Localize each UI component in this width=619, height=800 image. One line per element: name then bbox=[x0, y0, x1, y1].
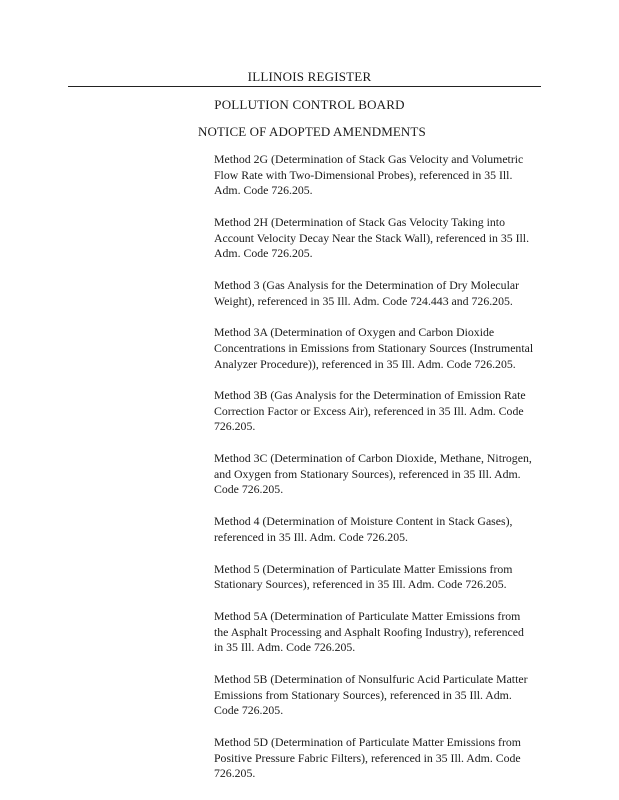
method-entry-5b: Method 5B (Determination of Nonsulfuric Acid Particulate Matter Emissions from Stationary Sources), referenced in 35 Ill. Adm. Code 726.205. bbox=[214, 671, 528, 718]
method-entry-3b: Method 3B (Gas Analysis for the Determination of Emission Rate Correction Factor or Excess Air), referenced in 35 Ill. Adm. Code 726.205. bbox=[214, 388, 526, 434]
method-entry-3c: Method 3C (Determination of Carbon Dioxide, Methane, Nitrogen, and Oxygen from Stationary Sources), referenced in 35 Ill. Adm. Code 726.205. bbox=[214, 451, 532, 497]
notice-title: NOTICE OF ADOPTED AMENDMENTS bbox=[198, 124, 426, 139]
method-list bbox=[214, 152, 536, 798]
method-entry-2h: Method 2H (Determination of Stack Gas Velocity Taking into Account Velocity Decay Near the Stack Wall), referenced in 35 Ill. Adm. Code 726.205. bbox=[214, 214, 530, 261]
method-entry-3: Method 3 (Gas Analysis for the Determination of Dry Molecular Weight), referenced in 35 Ill. Adm. Code 724.443 and 726.205. bbox=[214, 277, 520, 308]
header-divider bbox=[68, 86, 541, 87]
board-title: POLLUTION CONTROL BOARD bbox=[214, 97, 405, 112]
method-entry-5d: Method 5D (Determination of Particulate Matter Emissions from Positive Pressure Fabric Filters), referenced in 35 Ill. Adm. Code 726.205. bbox=[214, 734, 521, 781]
method-entry-2g: Method 2G (Determination of Stack Gas Velocity and Volumetric Flow Rate with Two-Dimensional Probes), referenced in 35 Ill. Adm. Code 726.205. bbox=[214, 152, 524, 198]
method-entry-5a: Method 5A (Determination of Particulate Matter Emissions from the Asphalt Processing and Asphalt Roofing Industry), referenced in 35 Ill. Adm. Code 726.205. bbox=[214, 608, 524, 655]
register-title: ILLINOIS REGISTER bbox=[247, 69, 372, 84]
method-entry-4: Method 4 (Determination of Moisture Content in Stack Gases), referenced in 35 Ill. Adm. Code 726.205. bbox=[214, 514, 513, 544]
method-entry-5: Method 5 (Determination of Particulate Matter Emissions from Stationary Sources), referenced in 35 Ill. Adm. Code 726.205. bbox=[214, 561, 513, 592]
method-entry-3a: Method 3A (Determination of Oxygen and Carbon Dioxide Concentrations in Emissions from Stationary Sources (Instrumental Analyzer Procedure)), referenced in 35 Ill. Adm. Code 726.205. bbox=[214, 325, 534, 371]
